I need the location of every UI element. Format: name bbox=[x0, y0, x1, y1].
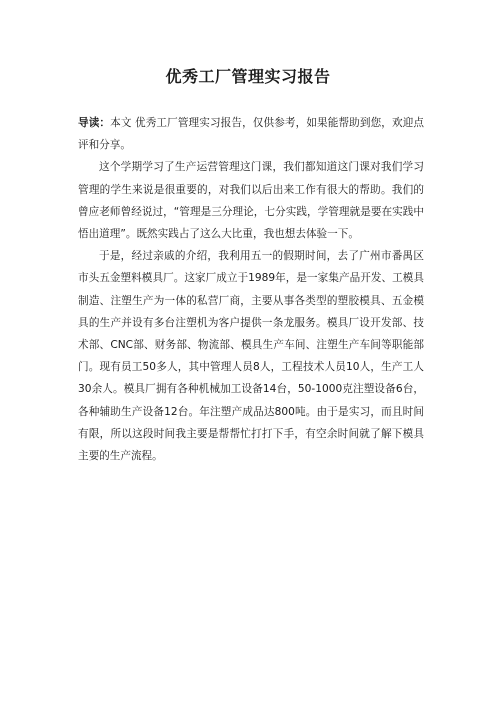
document-title: 优秀工厂管理实习报告 bbox=[165, 67, 331, 86]
lead-text: 本文 优秀工厂管理实习报告，仅供参考，如果能帮助到您，欢迎点评和分享。 bbox=[78, 117, 424, 152]
document-body bbox=[78, 112, 424, 467]
lead-label: 导读： bbox=[78, 117, 111, 129]
lead-paragraph bbox=[78, 112, 424, 156]
paragraph-2: 于是，经过亲戚的介绍，我利用五一的假期时间，去了广州市番禺区市头五金塑料模具厂。这家厂成立于1989年，是一家集产品开发、工模具制造、注塑生产为一体的私营厂商，主要从事各类型的塑胶模具、五金模具的生产并设有多台注塑机为客户提供一条龙服务。模具厂设开发部、技术部、CNC部、财务部、物流部、模具生产车间、注塑生产车间等职能部门。现有员工50多人，其中管理人员8人，工程技术人员10人，生产工人30余人。模具厂拥有各种机械加工设备14台，50-1000克注塑设备6台，各种辅助生产设备12台。年注塑产成品达800吨。由于是实习，而且时间有限，所以这段时间我主要是帮帮忙打打下手，有空余时间就了解下模具主要的生产流程。 bbox=[78, 250, 424, 463]
paragraph-1: 这个学期学习了生产运营管理这门课，我们都知道这门课对我们学习管理的学生来说是很重要的，对我们以后出来工作有很大的帮助。我们的曾应老师曾经说过，“管理是三分理论，七分实践，学管理就是要在实践中悟出道理”。既然实践占了这么大比重，我也想去体验一下。 bbox=[78, 161, 424, 241]
